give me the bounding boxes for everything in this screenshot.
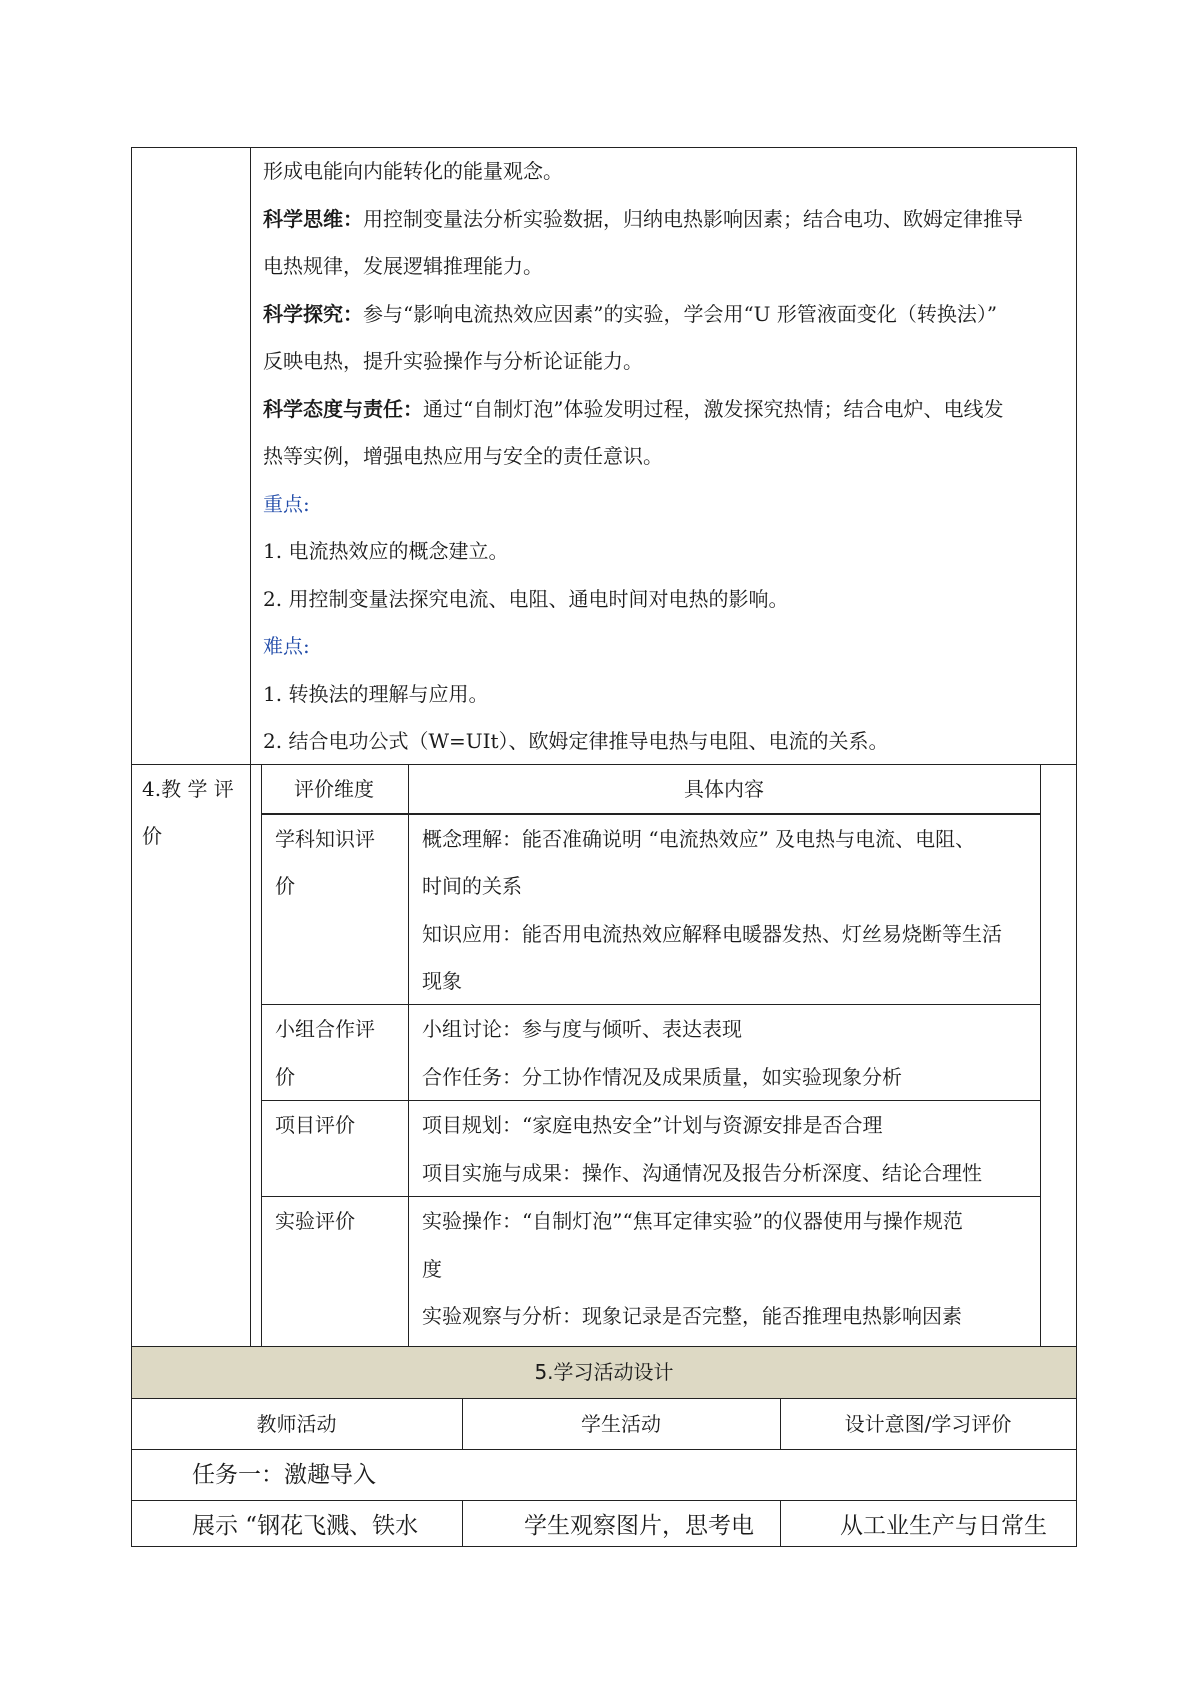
task-row-bottom-border <box>131 1500 1077 1501</box>
row-content-line: 时间的关系 <box>422 874 522 898</box>
column-header-bottom-border <box>131 1449 1077 1450</box>
evaluation-section-label-cont: 价 <box>142 824 162 848</box>
row-dimension-cont: 价 <box>275 1065 295 1089</box>
row-content-line: 知识应用：能否用电流热效应解释电暖器发热、灯丝易烧断等生活 <box>422 922 1002 946</box>
row-dimension-cont: 价 <box>275 874 295 898</box>
thinking-line-2: 电热规律，发展逻辑推理能力。 <box>263 254 543 278</box>
teacher-activity-text: 展示 “钢花飞溅、铁水 <box>192 1513 419 1539</box>
attitude-line-2: 热等实例，增强电热应用与安全的责任意识。 <box>263 444 663 468</box>
row-dimension: 小组合作评 <box>275 1017 375 1041</box>
evaluation-section-label: 4.教 学 评 <box>142 777 234 801</box>
inner-table-right-border <box>1040 764 1041 1347</box>
difficult-point-item: 1. 转换法的理解与应用。 <box>263 682 489 706</box>
label-column-divider <box>250 147 251 1347</box>
row-dimension: 学科知识评 <box>275 827 375 851</box>
thinking-line-1 <box>263 206 1023 232</box>
row-content-line: 项目规划：“家庭电热安全”计划与资源安排是否合理 <box>422 1113 883 1137</box>
intro-line: 形成电能向内能转化的能量观念。 <box>263 159 563 183</box>
inner-table-column-divider <box>408 764 409 1347</box>
content-column-divider-1 <box>462 1500 463 1547</box>
inquiry-line-2: 反映电热，提升实验操作与分析论证能力。 <box>263 349 643 373</box>
difficult-point-item: 2. 结合电功公式（W=UIt）、欧姆定律推导电热与电阻、电流的关系。 <box>263 729 889 753</box>
inquiry-line-1 <box>263 301 997 327</box>
row-content-line: 度 <box>422 1257 442 1281</box>
inner-table-header-rule <box>261 813 1041 815</box>
table-right-border <box>1076 147 1077 1547</box>
thinking-text-1: 用控制变量法分析实验数据，归纳电热影响因素；结合电功、欧姆定律推导 <box>363 207 1023 231</box>
row-content-line: 合作任务：分工协作情况及成果质量，如实验现象分析 <box>422 1065 902 1089</box>
row-content-line: 项目实施与成果：操作、沟通情况及报告分析深度、结论合理性 <box>422 1161 982 1185</box>
col-header-intent: 设计意图/学习评价 <box>844 1412 1012 1436</box>
band-top-border <box>131 1346 1077 1347</box>
row-content-line: 实验操作：“自制灯泡”“焦耳定律实验”的仪器使用与操作规范 <box>422 1209 963 1233</box>
key-point-item: 2. 用控制变量法探究电流、电阻、通电时间对电热的影响。 <box>263 587 789 611</box>
inner-row-divider <box>261 1004 1041 1005</box>
row-content-line: 概念理解：能否准确说明 “电流热效应” 及电热与电流、电阻、 <box>422 827 976 851</box>
table-bottom-border <box>131 1546 1077 1547</box>
inner-table-left-border <box>261 764 262 1347</box>
content-column-divider-2 <box>780 1500 781 1547</box>
attitude-line-1 <box>263 396 1003 422</box>
row-dimension: 实验评价 <box>275 1209 355 1233</box>
difficult-points-heading: 难点: <box>263 634 310 658</box>
col-header-teacher: 教师活动 <box>256 1412 337 1436</box>
objectives-bottom-border <box>131 764 1077 765</box>
header-dimension: 评价维度 <box>294 777 374 801</box>
row-content-line: 小组讨论：参与度与倾听、表达表现 <box>422 1017 742 1041</box>
activity-title: 5.学习活动设计 <box>534 1360 674 1384</box>
header-content: 具体内容 <box>684 777 764 801</box>
table-top-border <box>131 147 1077 148</box>
thinking-label: 科学思维： <box>263 207 363 231</box>
inquiry-label: 科学探究： <box>263 302 363 326</box>
inner-row-divider <box>261 1100 1041 1101</box>
intent-text: 从工业生产与日常生 <box>840 1513 1047 1539</box>
attitude-text-1: 通过“自制灯泡”体验发明过程，激发探究热情；结合电炉、电线发 <box>423 397 1004 421</box>
col-header-student: 学生活动 <box>581 1412 661 1436</box>
band-bottom-border <box>131 1398 1077 1399</box>
key-points-heading: 重点: <box>263 492 310 516</box>
student-activity-text: 学生观察图片，思考电 <box>524 1513 754 1539</box>
inner-row-divider <box>261 1196 1041 1197</box>
attitude-label: 科学态度与责任： <box>263 397 423 421</box>
row-content-line: 实验观察与分析：现象记录是否完整，能否推理电热影响因素 <box>422 1304 962 1328</box>
row-dimension: 项目评价 <box>275 1113 355 1137</box>
task-title: 任务一：激趣导入 <box>192 1462 376 1488</box>
table-left-border <box>131 147 132 1547</box>
inquiry-text-1: 参与“影响电流热效应因素”的实验，学会用“U 形管液面变化（转换法）” <box>363 302 998 326</box>
key-point-item: 1. 电流热效应的概念建立。 <box>263 539 509 563</box>
row-content-line: 现象 <box>422 969 462 993</box>
